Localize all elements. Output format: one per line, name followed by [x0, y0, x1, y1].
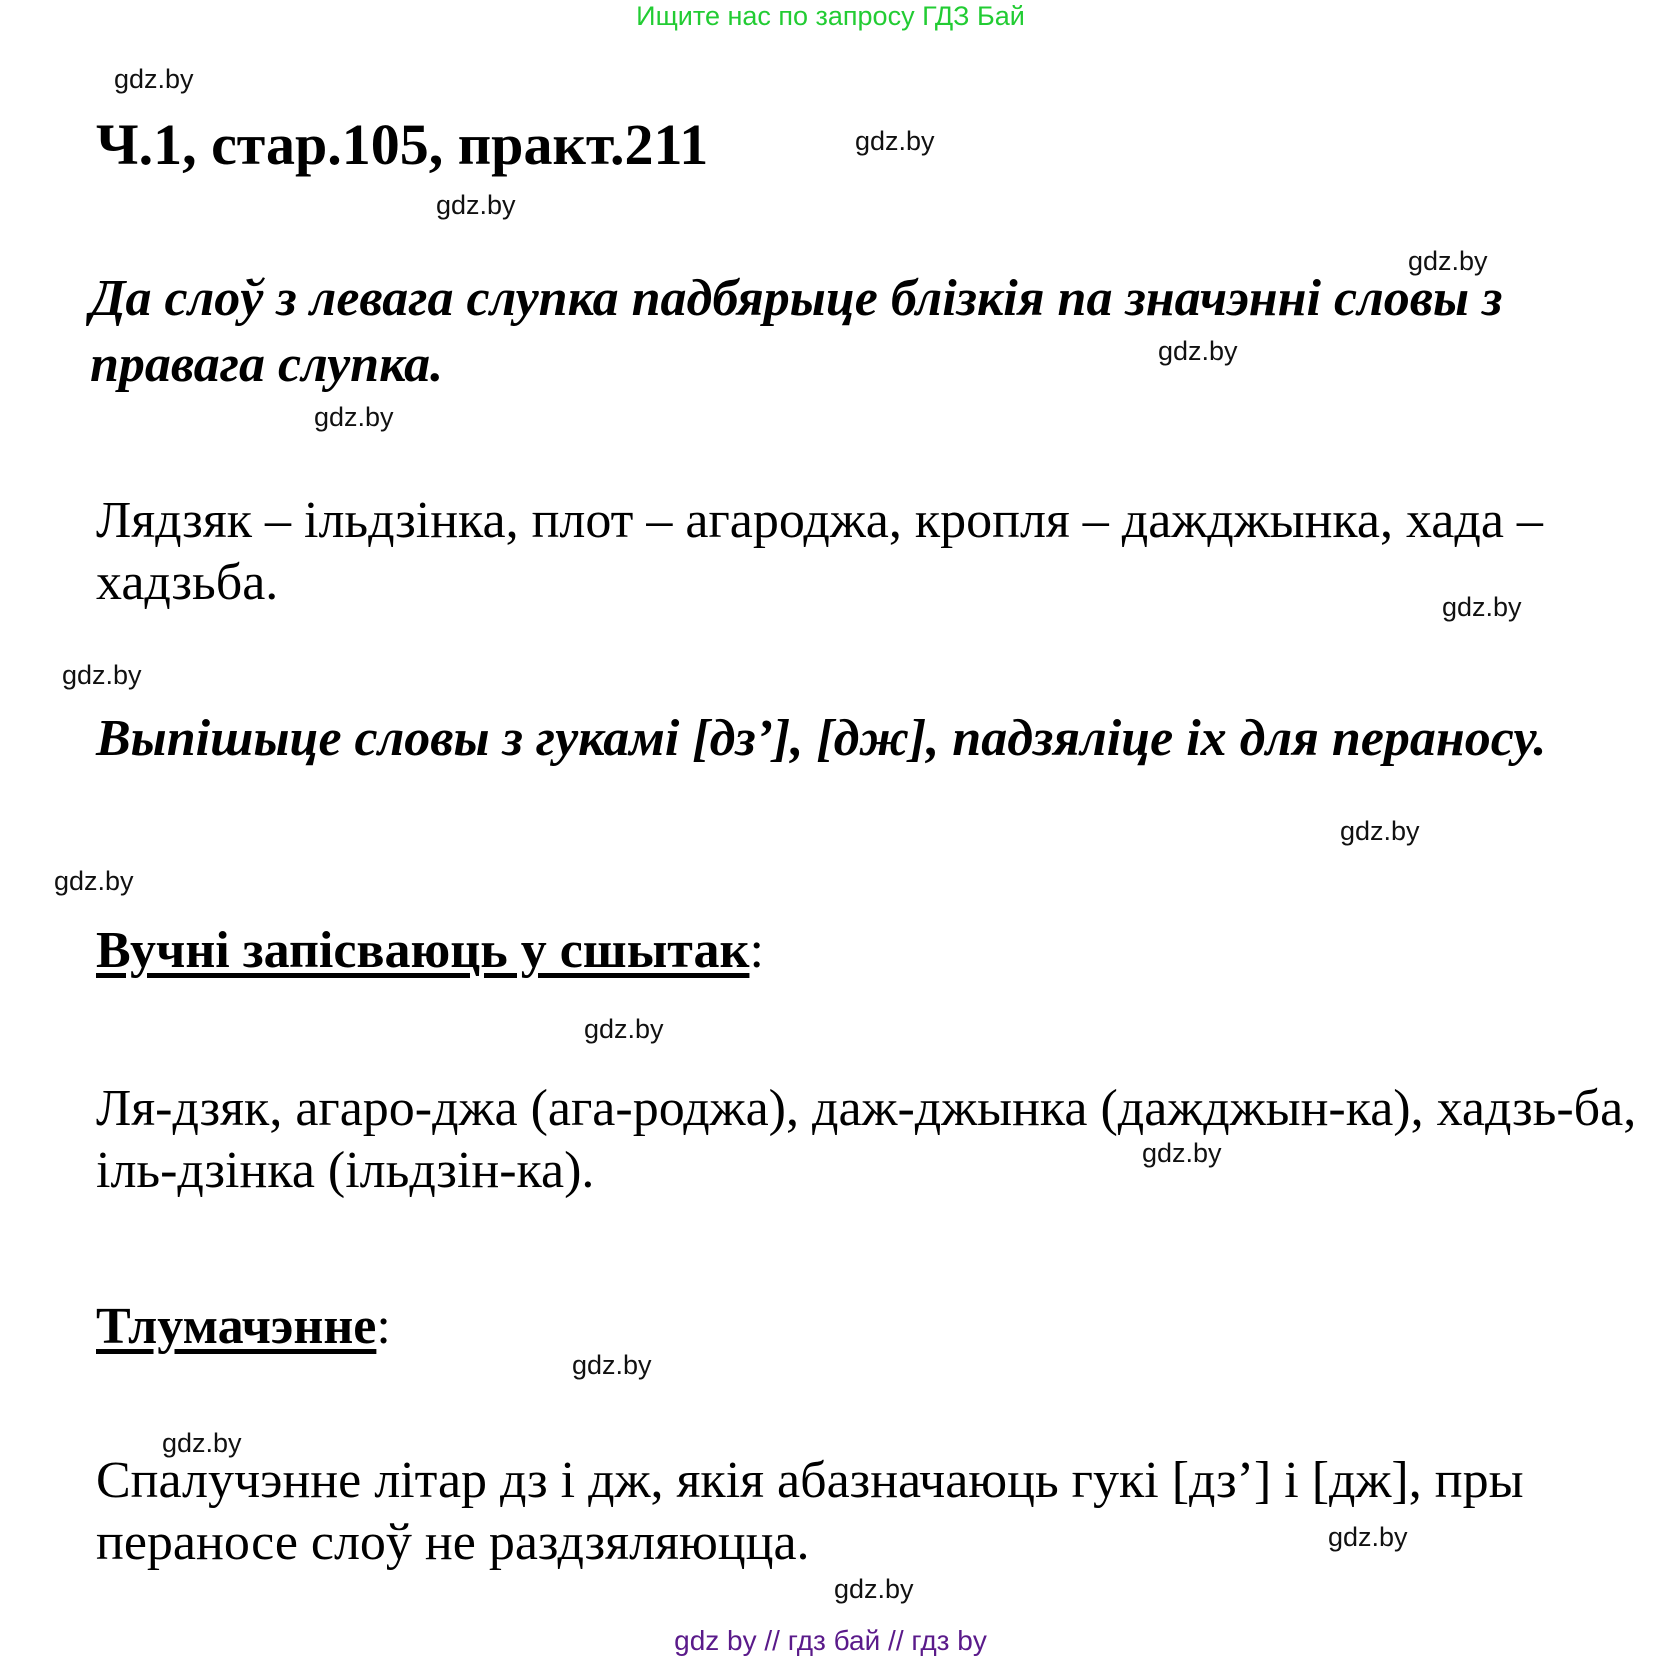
- watermark: gdz.by: [584, 1014, 664, 1044]
- watermark: gdz.by: [54, 866, 134, 896]
- watermark: gdz.by: [314, 402, 394, 432]
- notebook-heading-text: Вучні запісваюць у сшытак: [96, 922, 750, 979]
- watermark: gdz.by: [436, 190, 516, 220]
- page-title: Ч.1, стар.105, практ.211: [96, 112, 709, 177]
- watermark: gdz.by: [114, 64, 194, 94]
- task-1-answer: Лядзяк – ільдзінка, плот – агароджа, кропля – дажджынка, хада – хадзьба.: [96, 492, 1543, 611]
- task-2-answer: Ля-дзяк, агаро-джа (ага-роджа), даж-джынка (дажджын-ка), хадзь-ба, іль-дзінка (ільдзін-ка).: [96, 1080, 1637, 1199]
- footer-links: gdz by // гдз бай // гдз by: [674, 1625, 987, 1656]
- watermark: gdz.by: [1340, 816, 1420, 846]
- watermark: gdz.by: [162, 1428, 242, 1458]
- watermark: gdz.by: [1158, 336, 1238, 366]
- watermark: gdz.by: [1142, 1138, 1222, 1168]
- notebook-heading: [96, 920, 764, 982]
- watermark: gdz.by: [1408, 246, 1488, 276]
- explanation-heading-colon: :: [376, 1298, 391, 1355]
- explanation-heading-text: Тлумачэнне: [96, 1298, 377, 1355]
- search-hint-banner: Ищите нас по запросу ГДЗ Бай: [636, 1, 1025, 31]
- watermark: gdz.by: [855, 126, 935, 156]
- watermark: gdz.by: [572, 1350, 652, 1380]
- watermark: gdz.by: [1442, 592, 1522, 622]
- explanation-heading: [96, 1296, 391, 1358]
- watermark: gdz.by: [62, 660, 142, 690]
- notebook-heading-colon: :: [749, 922, 764, 979]
- watermark: gdz.by: [1328, 1522, 1408, 1552]
- watermark: gdz.by: [834, 1574, 914, 1604]
- task-2-instruction: Выпішыце словы з гукамі [дз’], [дж], падзяліце іх для пераносу.: [96, 710, 1547, 767]
- task-1-instruction: Да слоў з левага слупка падбярыце блізкія па значэнні словы з правага слупка.: [90, 270, 1503, 393]
- explanation-text: Спалучэнне літар дз і дж, якія абазначаюць гукі [дз’] і [дж], пры пераносе слоў не раздзяляюцца.: [96, 1452, 1524, 1571]
